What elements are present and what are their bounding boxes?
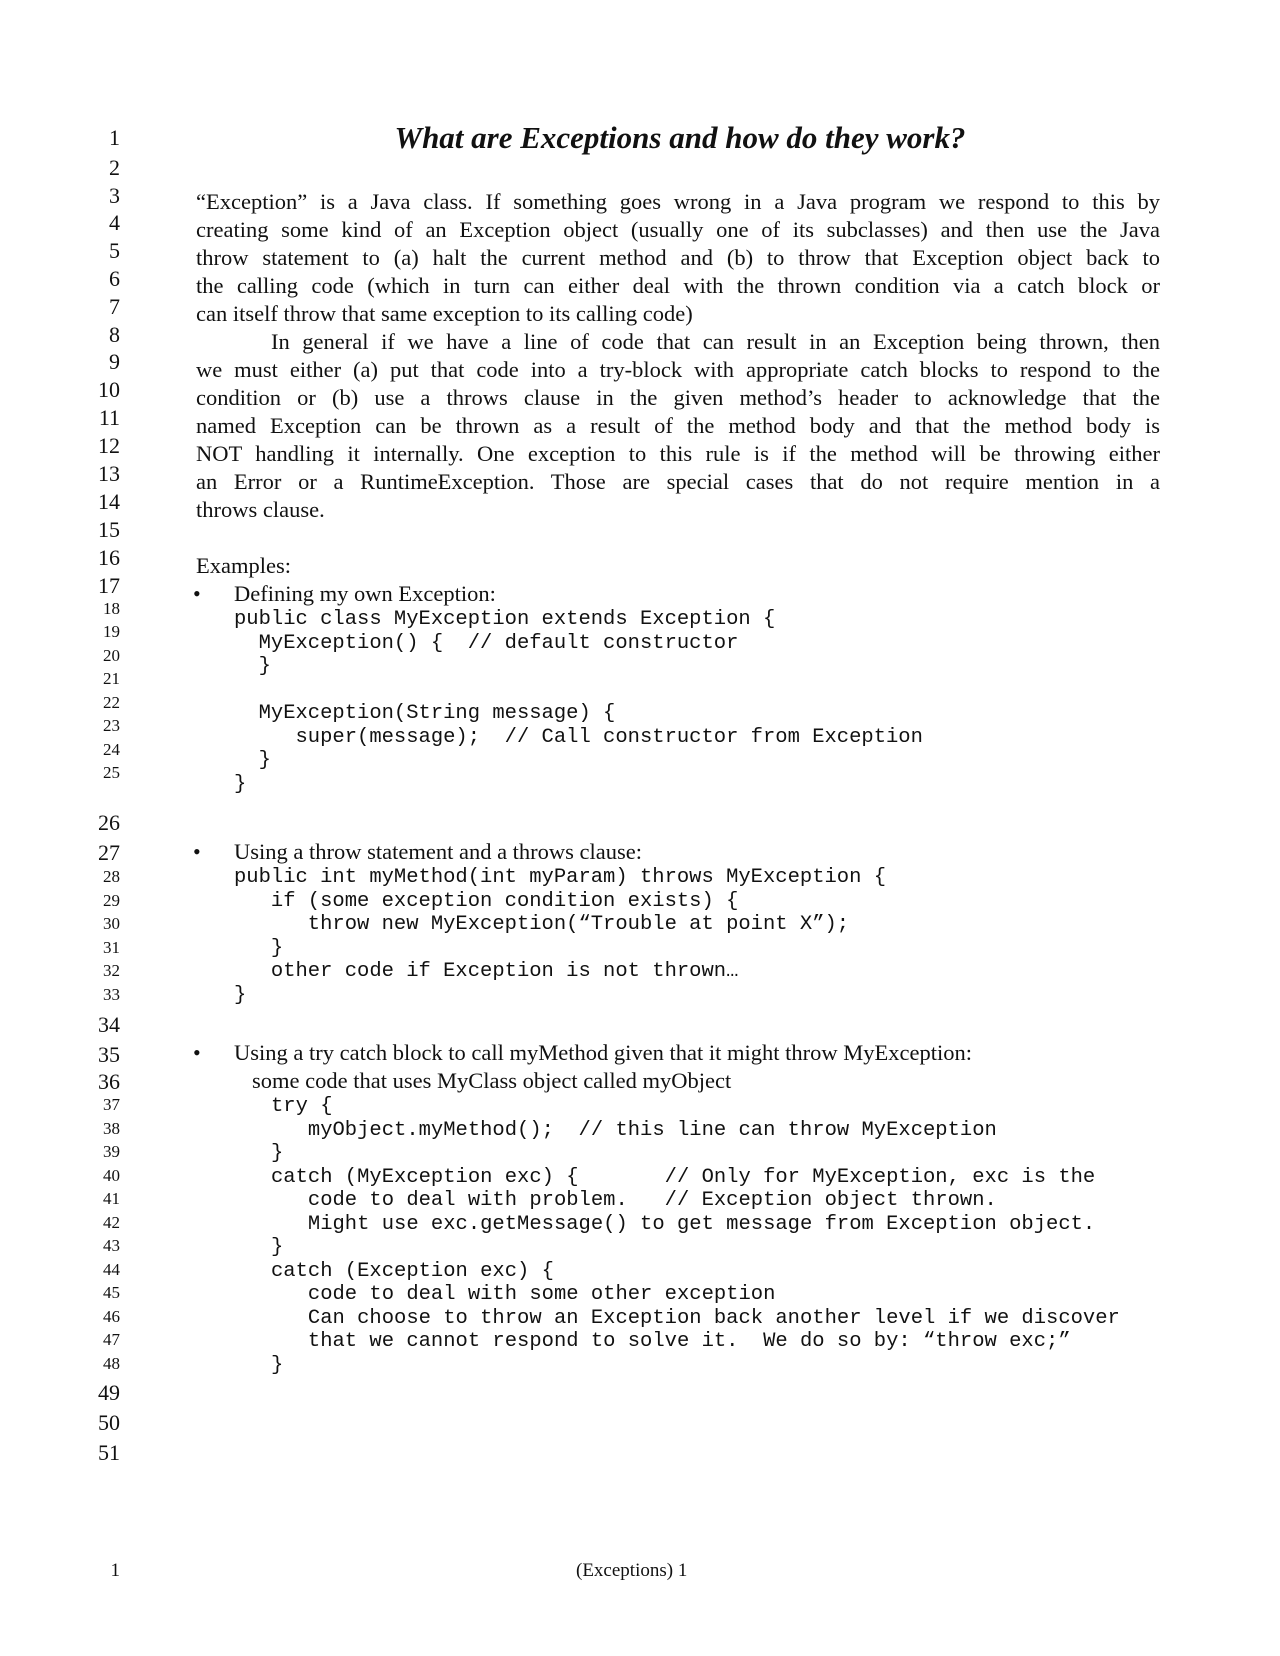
code-line: MyException(String message) { bbox=[234, 702, 616, 725]
line-number: 9 bbox=[109, 349, 120, 374]
line-number: 40 bbox=[103, 1166, 120, 1185]
bullet-marker: • bbox=[193, 839, 201, 864]
line-number: 21 bbox=[103, 669, 120, 688]
paragraph-line: we must either (a) put that code into a try-block with appropriate catch blocks to respond to the bbox=[196, 357, 1160, 382]
paragraph-line: throws clause. bbox=[196, 497, 325, 522]
code-line: try { bbox=[271, 1095, 333, 1118]
line-number: 23 bbox=[103, 716, 120, 735]
code-line: that we cannot respond to solve it. We do so by: “throw exc;” bbox=[271, 1330, 1071, 1353]
line-number: 13 bbox=[98, 461, 120, 486]
code-line: } bbox=[234, 773, 247, 796]
code-line: } bbox=[271, 1236, 284, 1259]
code-line: } bbox=[234, 937, 284, 960]
code-line: if (some exception condition exists) { bbox=[234, 890, 739, 913]
code-line: } bbox=[271, 1142, 284, 1165]
code-line: MyException() { // default constructor bbox=[234, 632, 739, 655]
line-number: 29 bbox=[103, 891, 120, 910]
code-line: myObject.myMethod(); // this line can throw MyException bbox=[271, 1119, 997, 1142]
line-number: 37 bbox=[103, 1095, 120, 1114]
line-number: 15 bbox=[98, 517, 120, 542]
line-number: 34 bbox=[98, 1012, 120, 1037]
line-number: 49 bbox=[98, 1380, 120, 1405]
code-line: } bbox=[271, 1354, 284, 1377]
paragraph-line: the calling code (which in turn can either deal with the thrown condition via a catch block or bbox=[196, 273, 1160, 298]
code-line: public class MyException extends Exception { bbox=[234, 608, 776, 631]
line-number: 11 bbox=[98, 405, 120, 430]
example-3-intro: some code that uses MyClass object called myObject bbox=[252, 1068, 732, 1093]
line-number: 46 bbox=[103, 1307, 120, 1326]
line-number: 38 bbox=[103, 1119, 120, 1138]
line-number: 35 bbox=[98, 1042, 120, 1067]
line-number: 1 bbox=[109, 125, 120, 150]
code-line: code to deal with problem. // Exception object thrown. bbox=[271, 1189, 997, 1212]
line-number: 14 bbox=[98, 489, 120, 514]
paragraph-line: throw statement to (a) halt the current method and (b) to throw that Exception object back to bbox=[196, 245, 1160, 270]
line-number: 3 bbox=[109, 183, 120, 208]
line-number: 12 bbox=[98, 433, 120, 458]
code-line: catch (MyException exc) { // Only for MyException, exc is the bbox=[271, 1166, 1096, 1189]
bullet-marker: • bbox=[193, 581, 201, 606]
line-number: 47 bbox=[103, 1330, 120, 1349]
line-number: 6 bbox=[109, 266, 120, 291]
paragraph-line: creating some kind of an Exception object (usually one of its subclasses) and then use the Java bbox=[196, 217, 1160, 242]
line-number: 50 bbox=[98, 1410, 120, 1435]
line-number: 39 bbox=[103, 1142, 120, 1161]
line-number: 33 bbox=[103, 985, 120, 1004]
paragraph-line: can itself throw that same exception to its calling code) bbox=[196, 301, 693, 326]
page-title: What are Exceptions and how do they work? bbox=[394, 120, 966, 155]
code-line: public int myMethod(int myParam) throws MyException { bbox=[234, 866, 887, 889]
line-number: 42 bbox=[103, 1213, 120, 1232]
code-line: Might use exc.getMessage() to get message from Exception object. bbox=[271, 1213, 1096, 1236]
code-line: } bbox=[234, 655, 271, 678]
code-line: code to deal with some other exception bbox=[271, 1283, 776, 1306]
line-number: 26 bbox=[98, 810, 120, 835]
line-number: 32 bbox=[103, 961, 120, 980]
line-number: 25 bbox=[103, 763, 120, 782]
examples-heading: Examples: bbox=[196, 553, 291, 578]
example-3-heading: Using a try catch block to call myMethod given that it might throw MyException: bbox=[234, 1040, 972, 1065]
line-number: 45 bbox=[103, 1283, 120, 1302]
code-line: super(message); // Call constructor from Exception bbox=[234, 726, 923, 749]
paragraph-line: “Exception” is a Java class. If something goes wrong in a Java program we respond to this by bbox=[196, 189, 1160, 214]
line-number: 2 bbox=[109, 155, 120, 180]
line-number: 27 bbox=[98, 840, 120, 865]
example-1-heading: Defining my own Exception: bbox=[234, 581, 496, 606]
line-number: 5 bbox=[109, 238, 120, 263]
example-2-heading: Using a throw statement and a throws clause: bbox=[234, 839, 643, 864]
line-number: 16 bbox=[98, 545, 120, 570]
line-number: 20 bbox=[103, 646, 120, 665]
code-line: other code if Exception is not thrown… bbox=[234, 960, 739, 983]
footer-page-label: (Exceptions) 1 bbox=[576, 1560, 688, 1581]
line-number: 7 bbox=[109, 294, 120, 319]
line-number: 43 bbox=[103, 1236, 120, 1255]
line-number: 28 bbox=[103, 867, 120, 886]
bullet-marker: • bbox=[193, 1040, 201, 1065]
line-number: 8 bbox=[109, 322, 120, 347]
paragraph-line: In general if we have a line of code that can result in an Exception being thrown, then bbox=[271, 329, 1160, 354]
paragraph-line: condition or (b) use a throws clause in the given method’s header to acknowledge that the bbox=[196, 385, 1160, 410]
code-line: throw new MyException(“Trouble at point X”); bbox=[234, 913, 850, 936]
paragraph-line: NOT handling it internally. One exception to this rule is if the method will be throwing either bbox=[196, 441, 1160, 466]
line-number: 41 bbox=[103, 1189, 120, 1208]
line-number: 18 bbox=[103, 599, 120, 618]
code-line: } bbox=[234, 749, 271, 772]
line-number: 22 bbox=[103, 693, 120, 712]
line-number: 17 bbox=[98, 573, 120, 598]
paragraph-line: named Exception can be thrown as a result of the method body and that the method body is bbox=[196, 413, 1160, 438]
code-line: catch (Exception exc) { bbox=[271, 1260, 554, 1283]
line-number: 48 bbox=[103, 1354, 120, 1373]
line-number: 44 bbox=[103, 1260, 120, 1279]
line-number: 30 bbox=[103, 914, 120, 933]
footer-line-number: 1 bbox=[110, 1560, 120, 1581]
line-number: 24 bbox=[103, 740, 120, 759]
line-number: 51 bbox=[98, 1440, 120, 1465]
paragraph-line: an Error or a RuntimeException. Those are special cases that do not require mention in a bbox=[196, 469, 1160, 494]
line-number: 10 bbox=[98, 377, 120, 402]
line-number: 31 bbox=[103, 938, 120, 957]
line-number: 4 bbox=[109, 210, 120, 235]
code-line: Can choose to throw an Exception back another level if we discover bbox=[271, 1307, 1120, 1330]
line-number: 19 bbox=[103, 622, 120, 641]
line-number: 36 bbox=[98, 1069, 120, 1094]
code-line: } bbox=[234, 984, 247, 1007]
